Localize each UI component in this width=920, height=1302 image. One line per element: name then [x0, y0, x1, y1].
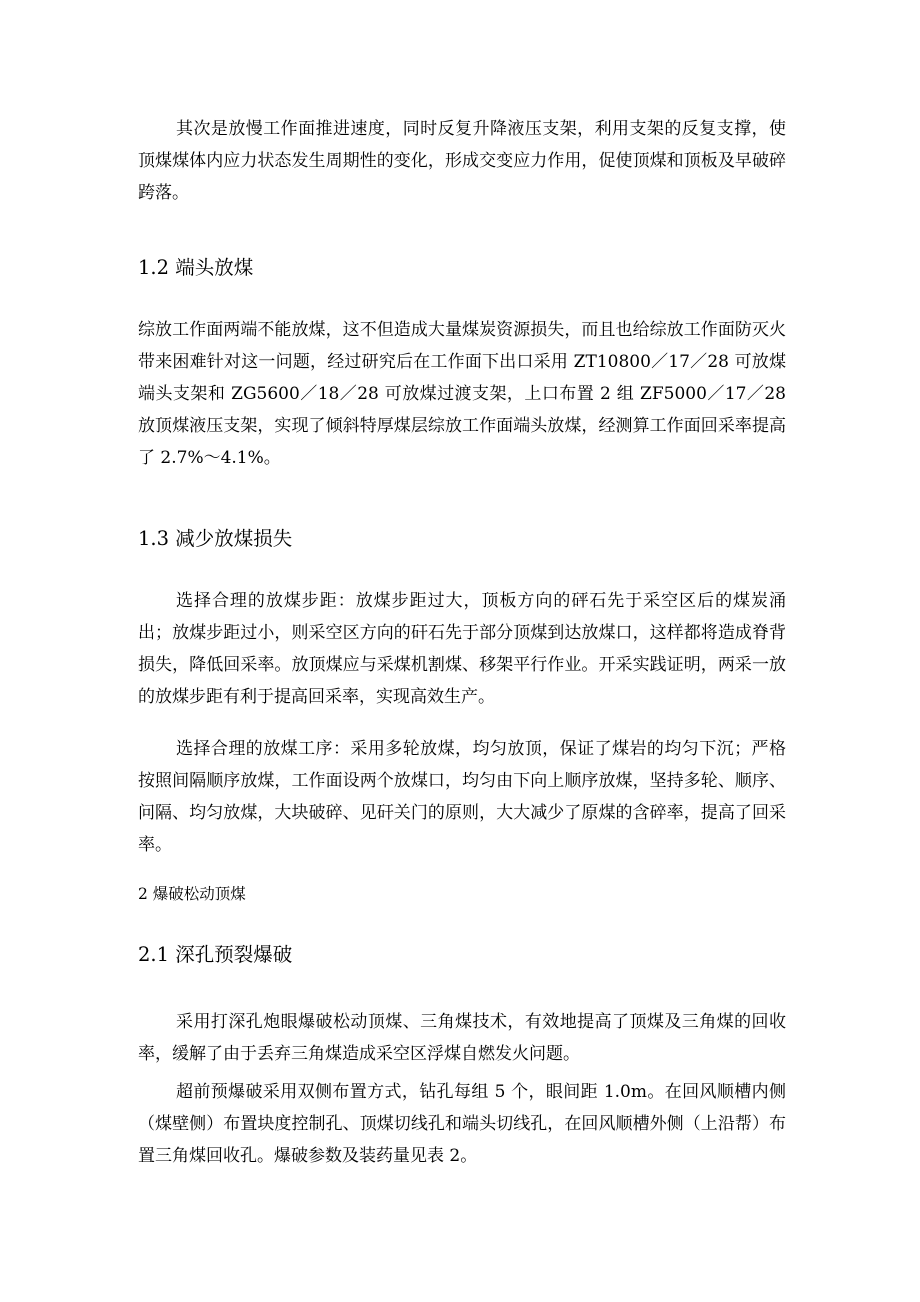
paragraph-caving-sequence: 选择合理的放煤工序：采用多轮放煤，均匀放顶，保证了煤岩的均匀下沉；严格按照间隔顺序放煤，工作面设两个放煤口，均匀由下向上顺序放煤，坚持多轮、顺序、问隔、均匀放煤，大块破碎、见矸关门的原则，大大减少了原煤的含碎率，提高了回采率。: [138, 739, 786, 855]
section-heading-1-3: 1.3 减少放煤损失: [138, 527, 293, 550]
paragraph-pre-blasting-layout: 超前预爆破采用双侧布置方式，钻孔每组 5 个，眼间距 1.0m。在回风顺槽内侧（煤壁侧）布置块度控制孔、顶煤切线孔和端头切线孔，在回风顺槽外侧（上沿帮）布置三角煤回收孔。爆破参数及装药量见表 2。: [138, 1082, 786, 1166]
paragraph-roof-coal-support: 其次是放慢工作面推进速度，同时反复升降液压支架，利用支架的反复支撑，使顶煤煤体内应力状态发生周期性的变化，形成交变应力作用，促使顶煤和顶板及早破碎跨落。: [138, 119, 786, 203]
section-heading-2: 2 爆破松动顶煤: [138, 885, 246, 903]
paragraph-deep-hole-blasting: 采用打深孔炮眼爆破松动顶煤、三角煤技术，有效地提高了顶煤及三角煤的回收率，缓解了由于丢弃三角煤造成采空区浮煤自燃发火问题。: [138, 1012, 786, 1064]
section-heading-1-2: 1.2 端头放煤: [138, 256, 254, 279]
section-heading-2-1: 2.1 深孔预裂爆破: [138, 943, 293, 966]
paragraph-caving-step: 选择合理的放煤步距：放煤步距过大，顶板方向的砰石先于采空区后的煤炭涌出；放煤步距过小，则采空区方向的矸石先于部分顶煤到达放煤口，这样都将造成脊背损失，降低回采率。放顶煤应与采煤机割煤、移架平行作业。开采实践证明，两采一放的放煤步距有利于提高回采率，实现高效生产。: [138, 591, 786, 707]
paragraph-end-coal-caving: 综放工作面两端不能放煤，这不但造成大量煤炭资源损失，而且也给综放工作面防灭火带来困难针对这一问题，经过研究后在工作面下出口采用 ZT10800／17／28 可放煤端头支架和 ZG5600／18／28 可放煤过渡支架，上口布置 2 组 ZF5000／17／28 放顶煤液压支架，实现了倾斜特厚煤层综放工作面端头放煤，经测算工作面回采率提高了 2.7%～4.1%。: [138, 320, 786, 468]
